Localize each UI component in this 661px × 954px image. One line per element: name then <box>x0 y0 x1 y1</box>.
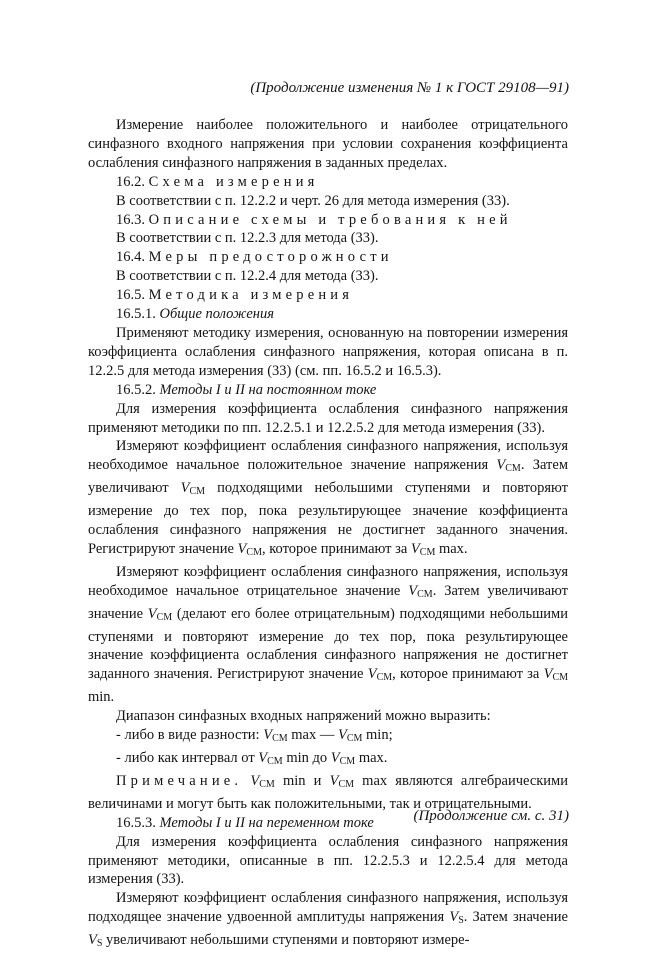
text-run: max. <box>355 750 388 766</box>
section-number: 16.2. <box>116 173 145 190</box>
text-run: . Затем увеличивают значение <box>88 582 569 622</box>
section-number: 16.5.1. <box>116 306 156 323</box>
section-16-5-heading <box>88 286 568 305</box>
text-run: min и <box>274 772 330 789</box>
section-title: Общие положения <box>159 306 274 323</box>
section-number: 16.4. <box>116 249 145 266</box>
text-run: max — <box>287 727 338 744</box>
paragraph-intro: Измерение наиболее положительного и наиболее отрицательного синфазного входного напряжения при условии сохранения коэффициента ослабления синфазного напряжения в заданных пределах. <box>88 117 568 171</box>
section-16-2-text: В соответствии с п. 12.2.2 и черт. 26 для метода измерения (33). <box>116 192 510 209</box>
variable-vs: $V_S$ <box>88 932 103 950</box>
text-run: подходящими небольшими ступенями и повторяют измерение до тех пор, пока результирующее значение коэффициента ослабления синфазного напряжения не достигнет заданного значения. Регистрируют значение <box>88 480 568 557</box>
text-run: . Затем значение <box>463 909 568 926</box>
variable-vcm: $V_{CM}$ <box>408 582 433 600</box>
variable-vcm: $V_{CM}$ <box>180 480 206 498</box>
variable-vcm: $V_{CM}$ <box>410 540 436 558</box>
section-16-5-2-heading <box>88 381 568 400</box>
note-label: Примечание. <box>116 772 243 789</box>
section-16-4-text: В соответствии с п. 12.2.4 для метода (33). <box>116 268 379 285</box>
section-number: 16.5. <box>116 287 145 304</box>
variable-vcm: $V_{CM}$ <box>337 727 363 745</box>
section-16-5-1-heading <box>88 305 568 324</box>
text-run: - либо как интервал от <box>116 750 259 766</box>
section-16-3-text: В соответствии с п. 12.2.3 для метода (33). <box>116 230 379 247</box>
section-16-5-2-paragraph-2 <box>88 437 568 562</box>
section-title: Методы I и II на постоянном токе <box>159 381 377 398</box>
variable-vcm: $V_{CM}$ <box>250 772 275 790</box>
section-16-5-3-paragraph-1: Для измерения коэффициента ослабления синфазного напряжения применяют методики, описанные в пп. 12.2.5.3 и 12.2.5.4 для метода измерения (33). <box>88 833 568 888</box>
section-title: Методика измерения <box>148 287 354 304</box>
section-16-5-2-paragraph-1: Для измерения коэффициента ослабления синфазного напряжения применяют методики по пп. 12.2.5.1 и 12.2.5.2 для метода измерения (33). <box>88 400 568 436</box>
text-run: . Затем увеличивают <box>88 457 568 497</box>
text-run: , которое принимают за <box>261 540 411 557</box>
text-run: Измеряют коэффициент ослабления синфазного напряжения, используя необходимое начальное отрицательное значение <box>88 563 568 599</box>
section-16-5-2-paragraph-3 <box>88 563 568 707</box>
continuation-footer: (Продолжение см. с. 31) <box>413 808 569 824</box>
variable-vcm: $V_{CM}$ <box>147 605 173 623</box>
variable-vcm: $V_{CM}$ <box>367 666 393 684</box>
text-run: Измеряют коэффициент ослабления синфазного напряжения, используя подходящее значение удвоенной амплитуды напряжения <box>88 890 568 926</box>
continuation-header: (Продолжение изменения № 1 к ГОСТ 29108—91) <box>250 80 569 96</box>
section-number: 16.5.3. <box>116 814 156 831</box>
text-run: max являются алгебраическими величинами и могут быть как положительными, так и отрицательными. <box>88 772 568 812</box>
section-title: Схема измерения <box>148 173 319 190</box>
section-title: Описание схемы и требования к ней <box>148 211 512 228</box>
range-item-interval <box>88 749 568 772</box>
section-16-3-heading <box>88 211 568 230</box>
section-number: 16.5.2. <box>116 381 156 398</box>
variable-vcm: $V_{CM}$ <box>496 457 521 475</box>
text-run: (делают его более отрицательным) подходящими небольшими ступенями и повторяют измерение до тех пор, пока результирующее значение коэффициента ослабления синфазного напряжения не достигнет заданного значения. Регистрируют значение <box>88 605 568 683</box>
variable-vs: $V_S$ <box>449 909 464 927</box>
section-title: Меры предосторожности <box>148 249 393 266</box>
range-intro: Диапазон синфазных входных напряжений можно выразить: <box>116 708 491 725</box>
text-run: - либо в виде разности: <box>116 727 264 744</box>
text-run: max. <box>435 540 468 557</box>
text-run: min до <box>282 750 331 766</box>
section-16-2-heading <box>88 173 568 192</box>
text-run: min. <box>88 689 115 706</box>
document-body <box>88 116 568 954</box>
variable-vcm: $V_{CM}$ <box>330 750 356 767</box>
text-run: min; <box>362 727 393 744</box>
text-run: , которое принимают за <box>392 666 544 683</box>
section-16-5-3-paragraph-2 <box>88 889 568 954</box>
text-run: увеличивают небольшими ступенями и повторяют измере- <box>102 932 470 949</box>
variable-vcm: $V_{CM}$ <box>263 727 288 745</box>
variable-vcm: $V_{CM}$ <box>258 750 283 767</box>
section-16-5-1-text: Применяют методику измерения, основанную на повторении измерения коэффициента ослабления синфазного напряжения, которая описана в п. 12.2.5 для метода измерения (33) (см. пп. 16.5.2 и 16.5.3). <box>88 324 568 379</box>
section-number: 16.3. <box>116 211 145 228</box>
section-16-4-heading <box>88 248 568 267</box>
variable-vcm: $V_{CM}$ <box>237 540 262 558</box>
text-run: Измеряют коэффициент ослабления синфазного напряжения, используя необходимое начальное положительное значение напряжения <box>88 438 568 474</box>
range-item-difference <box>88 726 568 749</box>
section-title: Методы I и II на переменном токе <box>159 814 374 831</box>
variable-vcm: $V_{CM}$ <box>543 666 568 684</box>
variable-vcm: $V_{CM}$ <box>329 772 355 790</box>
